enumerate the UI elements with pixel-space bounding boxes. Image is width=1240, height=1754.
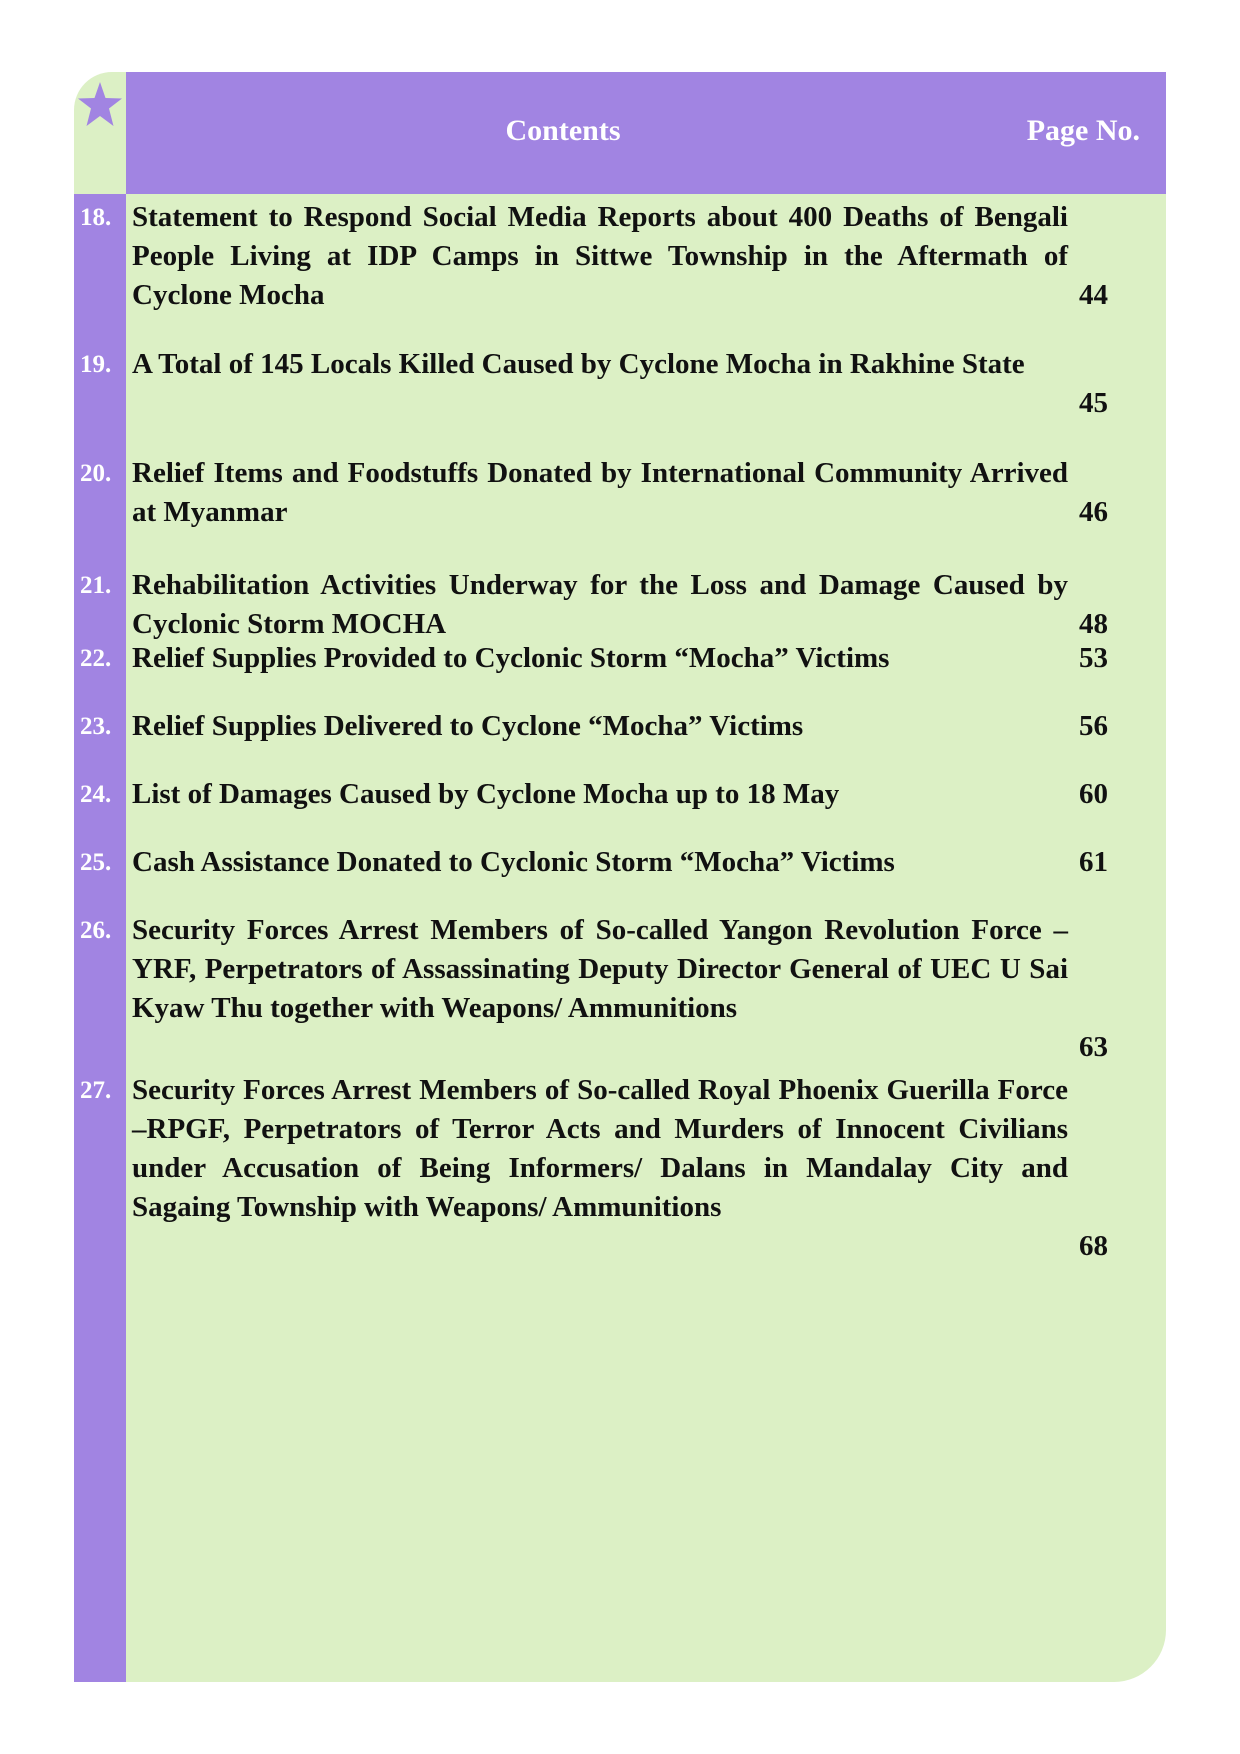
toc-entry[interactable] — [74, 566, 1166, 644]
toc-entry[interactable] — [74, 639, 1166, 678]
entry-number: 19. — [80, 351, 112, 378]
entry-number: 23. — [80, 713, 112, 740]
entry-title: A Total of 145 Locals Killed Caused by Cyclone Mocha in Rakhine State — [132, 348, 1025, 380]
page-number-heading: Page No. — [1026, 114, 1140, 147]
entry-title: Relief Supplies Provided to Cyclonic Storm “Mocha” Victims — [132, 642, 890, 674]
entry-number: 27. — [80, 1077, 112, 1104]
entry-title: Cash Assistance Donated to Cyclonic Storm “Mocha” Victims — [132, 846, 895, 878]
toc-entry[interactable] — [74, 454, 1166, 532]
entry-page: 48 — [1079, 608, 1108, 640]
entry-number: 22. — [80, 645, 112, 672]
entry-page: 63 — [1079, 1031, 1108, 1063]
entry-number: 21. — [80, 572, 112, 599]
entry-title: Rehabilitation Activities Underway for the Loss and Damage Caused by Cyclonic Storm MOCHA — [132, 569, 1068, 640]
entry-number: 26. — [80, 917, 112, 944]
entry-page: 45 — [1079, 387, 1108, 419]
toc-entry[interactable] — [74, 345, 1166, 423]
contents-panel — [74, 72, 1166, 1682]
toc-entry[interactable] — [74, 775, 1166, 814]
entry-page: 60 — [1079, 778, 1108, 810]
entry-title: Security Forces Arrest Members of So-called Royal Phoenix Guerilla Force –RPGF, Perpetrators of Terror Acts and Murders of Innocent Civilians under Accusation of Being Informers/ Dalans in Mandalay City and Sagaing Township with Weapons/ Ammunitions — [132, 1074, 1068, 1223]
entry-page: 46 — [1079, 496, 1108, 528]
star-icon — [77, 80, 123, 130]
entry-title: Security Forces Arrest Members of So-called Yangon Revolution Force – YRF, Perpetrators of Assassinating Deputy Director General of UEC U Sai Kyaw Thu together with Weapons/ Ammunitions — [132, 914, 1068, 1024]
contents-heading: Contents — [505, 114, 621, 147]
toc-entry[interactable] — [74, 1071, 1166, 1266]
entry-title: List of Damages Caused by Cyclone Mocha up to 18 May — [132, 778, 840, 810]
toc-entry[interactable] — [74, 198, 1166, 315]
entry-number: 24. — [80, 781, 112, 808]
entry-page: 53 — [1079, 642, 1108, 674]
entry-title: Statement to Respond Social Media Reports about 400 Deaths of Bengali People Living at IDP Camps in Sittwe Township in the Aftermath of Cyclone Mocha — [132, 201, 1068, 311]
entry-title: Relief Items and Foodstuffs Donated by International Community Arrived at Myanmar — [132, 457, 1068, 528]
toc-entry[interactable] — [74, 707, 1166, 746]
entry-number: 18. — [80, 204, 112, 231]
toc-entry[interactable] — [74, 843, 1166, 882]
entry-page: 44 — [1079, 279, 1108, 311]
entry-number: 20. — [80, 460, 112, 487]
entry-page: 68 — [1079, 1230, 1108, 1262]
entry-number: 25. — [80, 849, 112, 876]
entry-title: Relief Supplies Delivered to Cyclone “Mocha” Victims — [132, 710, 804, 742]
entry-page: 56 — [1079, 710, 1108, 742]
toc-entry[interactable] — [74, 911, 1166, 1067]
entry-page: 61 — [1079, 846, 1108, 878]
